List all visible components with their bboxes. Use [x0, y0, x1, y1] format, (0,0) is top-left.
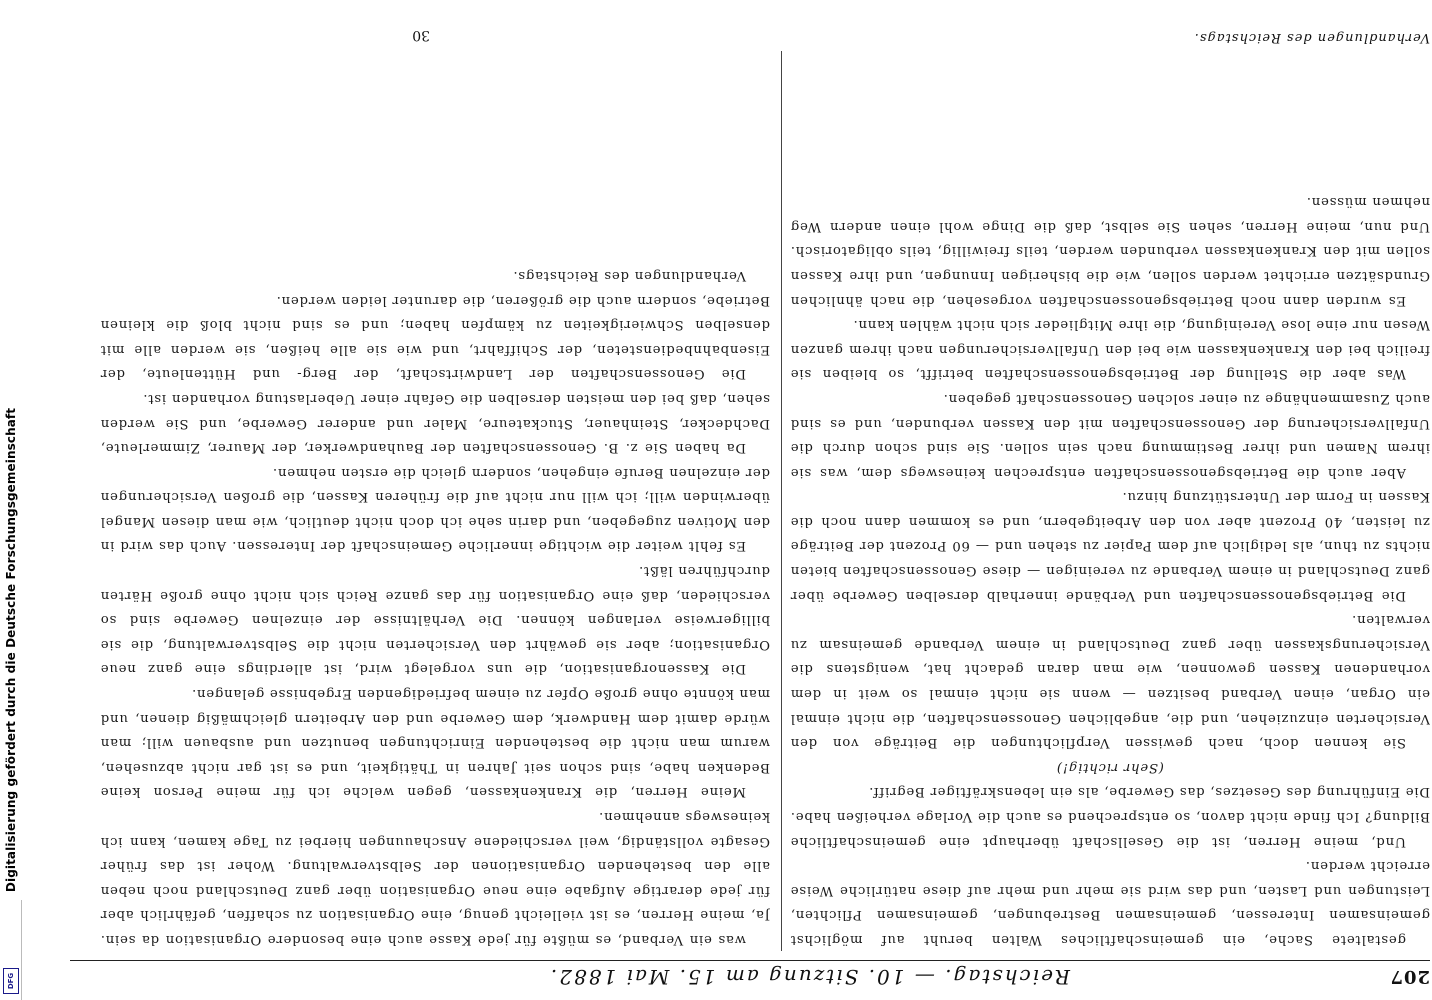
text-column-right: [100, 51, 770, 951]
paragraph: was ein Verband, es müßte für jede Kasse auch eine besondere Organisation da sein. Ja, meine Herren, es ist vielleicht genug, eine Organisation zu schaffen, gefährlich aber für jede derartige Aufgabe eine neue Organisation über ganz Deutschland noch neben alle den bestehenden Organisationen der Selbstverwaltung. Woher ist das früher Gesagte vollständig, weil verschiedene Anschauungen hierbei zu Tage kamen, kann ich keineswegs annehmen.: [100, 809, 770, 947]
paragraph: Meine Herren, die Krankenkassen, gegen welche ich für meine Person keine Bedenken habe, sind schon seit Jahren in Thätigkeit, und es ist gar nicht abzusehen, warum man nicht die bestehenden Einrichtungen benutzen und ausbauen will; man würde damit dem Handwerk, dem Gewerbe und den Arbeitern gleichmäßig dienen, und man könnte ohne große Opfer zu einem befriedigenden Ergebnisse gelangen.: [100, 686, 770, 800]
side-strip: [0, 0, 22, 1000]
paragraph: gestaltete Sache, ein gemeinschaftliches Walten beruht auf möglichst gemeinsamen Interessen, gemeinsamen Bestrebungen, gemeinsamen Pflichten, Leistungen und Lasten, und das wird sie mehr und mehr auf diese natürliche Weise erreicht werden.: [790, 858, 1430, 947]
paragraph: Was aber die Stellung der Betriebsgenossenschaften betrifft, so bleiben sie freilich bei den Krankenkassen wie bei den Unfallversicherungen nach ihrem ganzen Wesen nur eine lose Vereinigung, die ihre Mitglieder sich nicht wählen kann.: [790, 317, 1430, 382]
paragraph: Es wurden dann noch Betriebsgenossenschaften vorgesehen, die nach ähnlichen Grundsätzen errichtet werden sollen, wie die bisherigen Innungen, und ihre Kassen sollen mit den Krankenkassen verbunden werden, teils freiwillig, teils obligatorisch. Und nun, meine Herren, sehen Sie selbst, daß die Dinge wohl einen andern Weg nehmen müssen.: [790, 194, 1430, 308]
paragraph: Die Betriebsgenossenschaften und Verbände innerhalb derselben Gewerbe über ganz Deutschland in einem Verbande zu vereinigen — diese Genossenschaften bieten nichts zu thun, als lediglich auf dem Papier zu stehen und — 60 Prozent der Beiträge zu leisten, 40 Prozent aber von den Arbeitgebern, und es kommen dann noch die Kassen in Form der Unterstützung hinzu.: [790, 489, 1430, 603]
header-rule: [70, 960, 1430, 961]
paragraph: (Sehr richtig!): [1056, 759, 1164, 775]
footer-page-marker: 30: [412, 27, 430, 43]
side-divider-line: [21, 900, 22, 1000]
dfg-funding-notice: Digitalisierung gefördert durch die Deutsche Forschungsgemeinschaft: [4, 407, 18, 893]
paragraph: Und, meine Herren, ist die Gesellschaft überhaupt eine gemeinschaftliche Bildung? Ich finde nicht davon, so entsprechend es auch die Vorlage verheißen habe. Die Einführung des Gesetzes, das Gewerbe, als ein lebenskräftiger Begriff.: [790, 784, 1430, 849]
paragraph: Es fehlt weiter die wichtige innerliche Gemeinschaft der Interessen. Auch das wird in den Motiven zugegeben, und darin sehe ich doch nicht deutlich, wie man diesen Mangel überwinden will; ich will nur nicht auf die früheren Kassen, die großen Versicherungen der einzelnen Berufe eingehen, sondern gleich die ersten nehmen.: [100, 464, 770, 554]
paragraph: Da haben Sie z. B. Genossenschaften der Bauhandwerker, der Maurer, Zimmerleute, Dachdecker, Steinhauer, Stuckateure, Maler und anderer Gewerbe, und Sie werden sehen, daß bei den meisten derselben die Gefahr einer Ueberlastung vorhanden ist.: [100, 390, 770, 456]
scanned-page: [70, 20, 1430, 995]
paragraph: Verhandlungen des Reichstags.: [512, 267, 746, 283]
paragraph: Die Genossenschaften der Landwirtschaft, der Berg- und Hüttenleute, der Eisenbahnbediensteten, der Schiffahrt, und wie sie alle heißen, sie werden alle mit denselben Schwierigkeiten zu kämpfen haben; und es sind nicht bloß die kleinen Betriebe, sondern auch die größeren, die darunter leiden werden.: [100, 292, 770, 382]
column-divider: [781, 51, 782, 951]
dfg-logo-text: DFG: [7, 972, 15, 990]
footer-signature: Verhandlungen des Reichstags.: [1193, 30, 1430, 45]
paragraph: Sie kennen doch, nach gewissen Verpflichtungen die Beiträge von den Versicherten einzuziehen, und die, angeblichen Genossenschaften, die nicht einmal ein Organ, einen Verband besitzen — wenn sie nicht einmal so weit in dem vorhandenen Kassen gewonnen, wie man daran gedacht hat, wenigstens die Versicherungskassen über ganz Deutschland in einem Verbande gemeinsam zu verwalten.: [790, 612, 1430, 751]
text-column-left: [790, 51, 1430, 951]
page-number: 207: [1389, 966, 1430, 987]
dfg-logo-icon: [3, 968, 19, 994]
paragraph: Aber auch die Betriebsgenossenschaften entsprechen keineswegs dem, was sie ihrem Namen und ihrer Bestimmung nach sein sollen. Sie sind schon durch die Unfallversicherung der Genossenschaften mit den Kassen verbunden, und es sind auch Zusammenhänge zu einer solchen Genossenschaft gegeben.: [790, 390, 1430, 480]
page-header: [70, 955, 1430, 995]
page-running-title: Reichstag. — 10. Sitzung am 15. Mai 1882.: [548, 965, 1070, 989]
paragraph: Die Kassenorganisation, die uns vorgelegt wird, ist allerdings eine ganz neue Organisation; aber sie gewährt den Versicherten nicht die Selbstverwaltung, die sie billigerweise verlangen können. Die Verhältnisse der einzelnen Gewerbe sind so verschieden, daß eine Organisation für das ganze Reich sich nicht ohne große Härten durchführen läßt.: [100, 563, 770, 677]
